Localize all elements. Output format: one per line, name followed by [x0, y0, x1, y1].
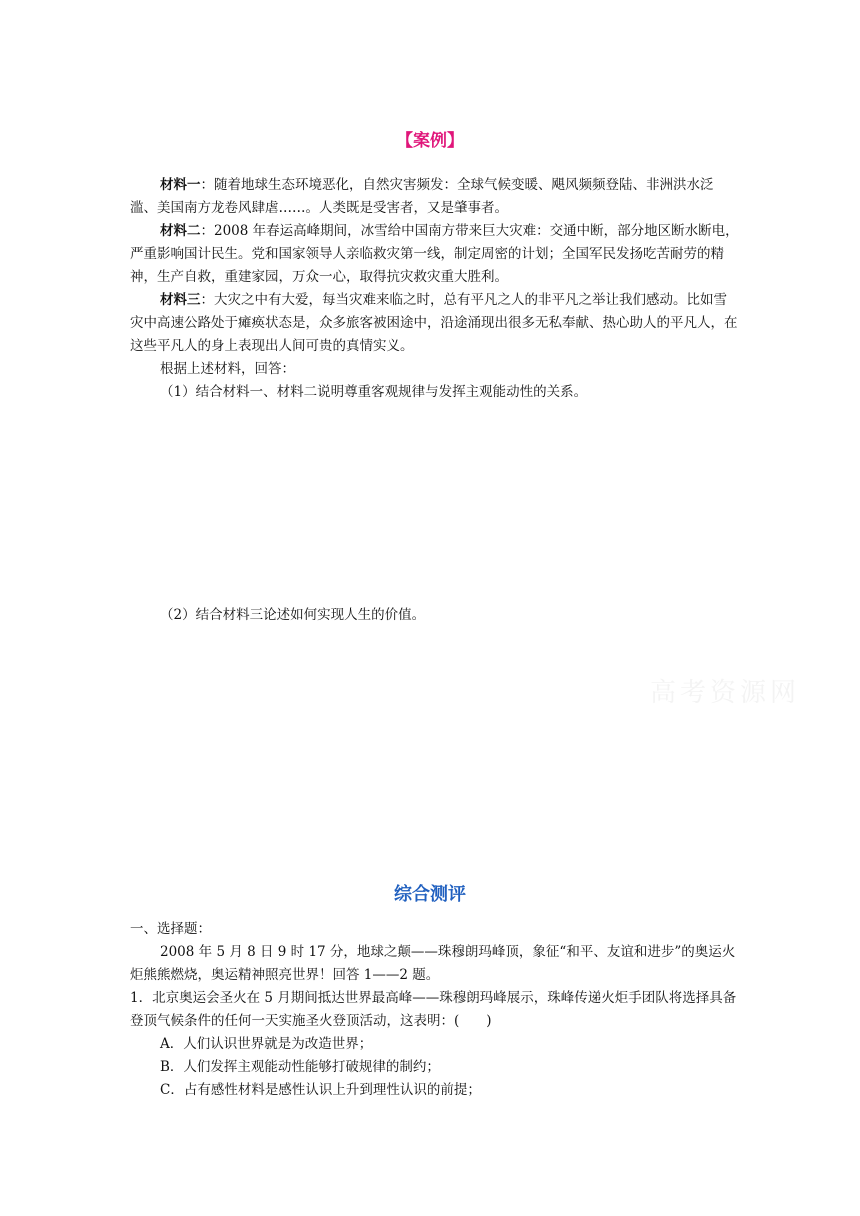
question-2: （2）结合材料三论述如何实现人生的价值。 [160, 607, 426, 623]
material-two-text: ：2008 年春运高峰期间，冰雪给中国南方带来巨大灾难：交通中断，部分地区断水断电，严重影响国计民生。党和国家领导人亲临救灾第一线，制定周密的计划；全国军民发扬吃苦耐劳的精神，生产自救，重建家园，万众一心，取得抗灾救灾重大胜利。 [130, 223, 739, 285]
material-one [130, 174, 740, 220]
material-one-lead: 材料一 [160, 177, 201, 193]
section-heading: 综合测评 [394, 884, 466, 905]
part-one-heading: 一、选择题： [130, 921, 211, 937]
material-two [130, 220, 740, 289]
intro-paragraph: 2008 年 5 月 8 日 9 时 17 分，地球之颠——珠穆朗玛峰顶，象征“和平、友谊和进步”的奥运火炬熊熊燃烧，奥运精神照亮世界！回答 1——2 题。 [130, 944, 736, 983]
watermark: 高考资源网 [650, 678, 801, 708]
answer-prompt: 根据上述材料，回答： [160, 361, 295, 377]
option-c: C．占有感性材料是感性认识上升到理性认识的前提； [160, 1082, 481, 1098]
option-a: A．人们认识世界就是为改造世界； [160, 1036, 373, 1052]
case-heading: 【案例】 [396, 131, 464, 151]
material-three-lead: 材料三 [160, 292, 201, 308]
material-two-lead: 材料二 [160, 223, 201, 239]
question-item-1: 1．北京奥运会圣火在 5 月期间抵达世界最高峰——珠穆朗玛峰展示，珠峰传递火炬手团队将选择具备登顶气候条件的任何一天实施圣火登顶活动，这表明：( ) [130, 990, 737, 1029]
question-1: （1）结合材料一、材料二说明尊重客观规律与发挥主观能动性的关系。 [160, 384, 588, 400]
option-b: B．人们发挥主观能动性能够打破规律的制约； [160, 1059, 440, 1075]
material-three [130, 289, 740, 358]
material-one-text: ：随着地球生态环境恶化，自然灾害频发：全球气候变暖、飓风频频登陆、非洲洪水泛滥、美国南方龙卷风肆虐……。人类既是受害者，又是肇事者。 [130, 177, 714, 216]
material-three-text: ：大灾之中有大爱，每当灾难来临之时，总有平凡之人的非平凡之举让我们感动。比如雪灾中高速公路处于瘫痪状态是，众多旅客被困途中，沿途涌现出很多无私奉献、热心助人的平凡人，在这些平凡人的身上表现出人间可贵的真情实义。 [130, 292, 738, 354]
